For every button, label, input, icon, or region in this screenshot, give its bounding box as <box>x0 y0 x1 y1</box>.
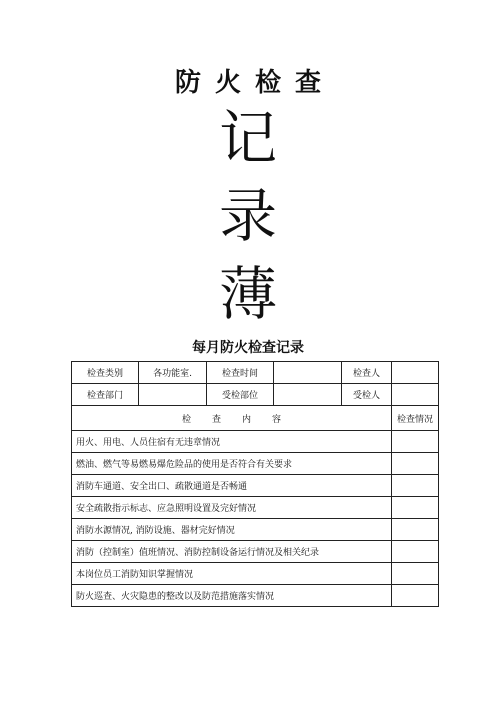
label-inspected-area: 受检部位 <box>207 384 274 406</box>
column-header-row <box>72 406 439 431</box>
table-row <box>72 431 439 453</box>
item-text: 安全疏散指示标志、应急照明设置及完好情况 <box>72 497 392 519</box>
label-inspection-time: 检查时间 <box>207 362 274 384</box>
item-text: 用火、用电、人员住宿有无违章情况 <box>72 431 392 453</box>
item-status-cell[interactable] <box>392 585 439 607</box>
item-text: 燃油、燃气等易燃易爆危险品的使用是否符合有关要求 <box>72 453 392 475</box>
table-row <box>72 563 439 585</box>
record-subtitle: 每月防火检查记录 <box>192 340 304 356</box>
info-row-2 <box>72 384 439 406</box>
item-status-cell[interactable] <box>392 497 439 519</box>
inspection-category-field[interactable]: 各功能室. <box>139 362 207 384</box>
item-text: 消防水源情况, 消防设施、器材完好情况 <box>72 519 392 541</box>
item-status-cell[interactable] <box>392 475 439 497</box>
inspection-department-field[interactable] <box>139 384 207 406</box>
label-inspection-department: 检查部门 <box>72 384 139 406</box>
item-text: 防火巡查、火灾隐患的整改以及防范措施落实情况 <box>72 585 392 607</box>
item-text: 消防（控制室）值班情况、消防控制设备运行情况及相关纪录 <box>72 541 392 563</box>
item-status-cell[interactable] <box>392 453 439 475</box>
item-status-cell[interactable] <box>392 541 439 563</box>
item-text: 消防车通道、安全出口、疏散通道是否畅通 <box>72 475 392 497</box>
big-char-bu: 薄 <box>218 260 277 328</box>
table-row <box>72 453 439 475</box>
big-char-ji: 记 <box>218 104 277 172</box>
column-header-status: 检查情况 <box>392 406 439 431</box>
inspected-area-field[interactable] <box>274 384 342 406</box>
document-title: 防火检查 <box>174 68 335 98</box>
table-row <box>72 475 439 497</box>
label-inspection-category: 检查类别 <box>72 362 139 384</box>
inspection-time-field[interactable] <box>274 362 342 384</box>
inspected-person-field[interactable] <box>392 384 439 406</box>
item-text: 本岗位员工消防知识掌握情况 <box>72 563 392 585</box>
table-row <box>72 519 439 541</box>
item-status-cell[interactable] <box>392 563 439 585</box>
big-char-lu: 录 <box>218 182 277 250</box>
info-row-1 <box>72 362 439 384</box>
table-row <box>72 541 439 563</box>
item-status-cell[interactable] <box>392 519 439 541</box>
table-row <box>72 585 439 607</box>
inspection-table <box>71 361 439 607</box>
table-row <box>72 497 439 519</box>
inspector-field[interactable] <box>392 362 439 384</box>
column-header-content: 检查内容 <box>72 406 392 431</box>
label-inspector: 检查人 <box>342 362 392 384</box>
item-status-cell[interactable] <box>392 431 439 453</box>
label-inspected-person: 受检人 <box>342 384 392 406</box>
